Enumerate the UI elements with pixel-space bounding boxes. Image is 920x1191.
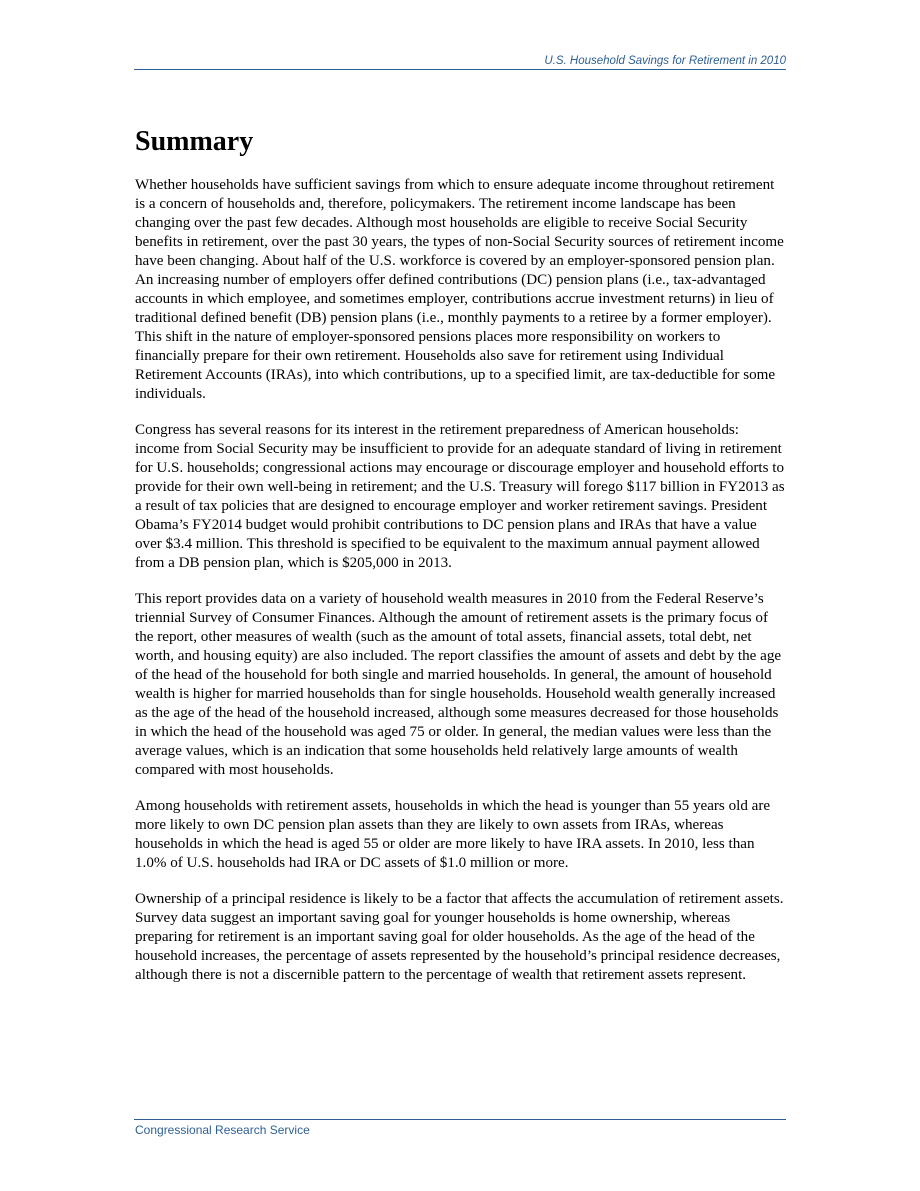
summary-paragraph-4: Among households with retirement assets, households in which the head is younger than 55 years old are more likely to own DC pension plan assets than they are likely to own assets from IRAs, whereas households in which the head is aged 55 or older are more likely to have IRA assets. In 2010, less than 1.0% of U.S. households had IRA or DC assets of $1.0 million or more. (135, 798, 771, 871)
summary-paragraph-3: This report provides data on a variety of household wealth measures in 2010 from the Federal Reserve’s triennial Survey of Consumer Finances. Although the amount of retirement assets is the primary focus of the report, other measures of wealth (such as the amount of total assets, financial assets, total debt, net worth, and housing equity) are also included. The report classifies the amount of assets and debt by the age of the head of the household for both single and married households. In general, the amount of household wealth is higher for married households than for single households. Household wealth generally increased as the age of the head of the household increased, although some measures decreased for those households in which the head of the household was aged 75 or older. In general, the median values were less than the average values, which is an indication that some households held relatively large amounts of wealth compared with most households. (135, 591, 782, 778)
running-header: U.S. Household Savings for Retirement in 2010 (544, 55, 786, 67)
summary-paragraph-5: Ownership of a principal residence is likely to be a factor that affects the accumulation of retirement assets. Survey data suggest an important saving goal for younger households is home ownership, whereas preparing for retirement is an important saving goal for older households. As the age of the head of the household increases, the percentage of assets represented by the household’s principal residence decreases, although there is not a discernible pattern to the percentage of wealth that retirement assets represent. (135, 891, 784, 983)
summary-paragraph-2: Congress has several reasons for its interest in the retirement preparedness of American households: income from Social Security may be insufficient to provide for an adequate standard of living in retirement for U.S. households; congressional actions may encourage or discourage employer and household efforts to provide for their own well-being in retirement; and the U.S. Treasury will forego $117 billion in FY2013 as a result of tax policies that are designed to encourage employer and worker retirement savings. President Obama’s FY2014 budget would prohibit contributions to DC pension plans and IRAs that have a value over $3.4 million. This threshold is specified to be equivalent to the maximum annual payment allowed from a DB pension plan, which is $205,000 in 2013. (135, 422, 785, 571)
page-title: Summary (135, 126, 254, 157)
summary-paragraph-1: Whether households have sufficient savings from which to ensure adequate income throughout retirement is a concern of households and, therefore, policymakers. The retirement income landscape has been changing over the past few decades. Although most households are eligible to receive Social Security benefits in retirement, over the past 30 years, the types of non-Social Security sources of retirement income have been changing. About half of the U.S. workforce is covered by an employer-sponsored pension plan. An increasing number of employers offer defined contributions (DC) pension plans (i.e., tax-advantaged accounts in which employee, and sometimes employer, contributions accrue investment returns) in lieu of traditional defined benefit (DB) pension plans (i.e., monthly payments to a retiree by a former employer). This shift in the nature of employer-sponsored pensions places more responsibility on workers to financially prepare for their own retirement. Households also save for retirement using Individual Retirement Accounts (IRAs), into which contributions, up to a specified limit, are tax-deductible for some individuals. (135, 177, 784, 402)
footer-divider (134, 1119, 786, 1120)
header-divider (134, 69, 786, 70)
page-content (135, 124, 787, 1002)
running-footer: Congressional Research Service (135, 1123, 310, 1137)
